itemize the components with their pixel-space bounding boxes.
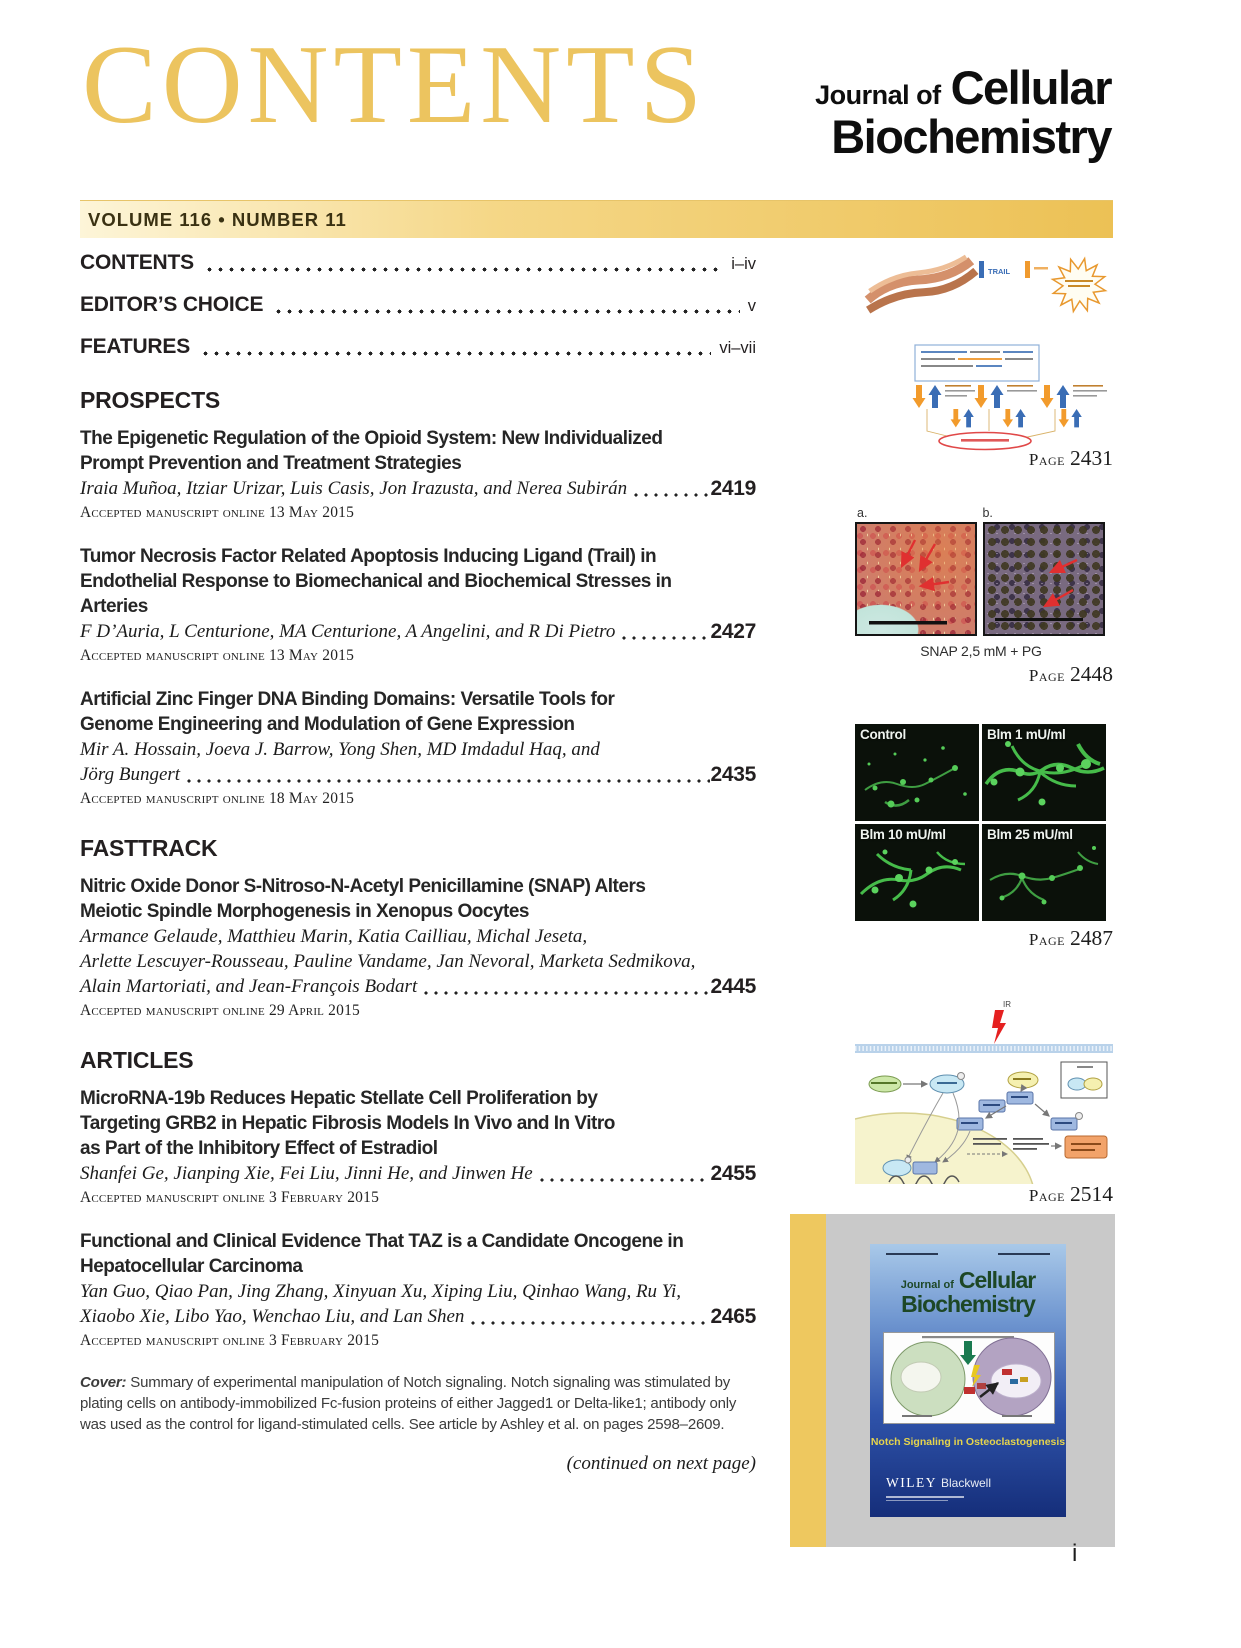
article-authors: F D’Auria, L Centurione, MA Centurione, A Angelini, and R Di Pietro xyxy=(80,621,616,642)
dot-leader xyxy=(273,309,739,314)
accepted-date: Accepted manuscript online 29 April 2015 xyxy=(80,1002,360,1019)
front-matter-label: EDITOR’S CHOICE xyxy=(80,293,264,316)
histology-panel-b xyxy=(983,522,1105,636)
legend xyxy=(979,261,1048,278)
front-matter-row xyxy=(80,292,756,318)
page-ref-2448: Page 2448 xyxy=(1028,662,1113,686)
dot-leader xyxy=(468,1321,710,1325)
front-matter-label: FEATURES xyxy=(80,335,191,358)
title-line: Functional and Clinical Evidence That TAZ is a Candidate Oncogene in xyxy=(80,1231,684,1252)
accepted-date: Accepted manuscript online 3 February 2015 xyxy=(80,1332,380,1349)
accepted-date: Accepted manuscript online 13 May 2015 xyxy=(80,504,355,521)
accepted-date: Accepted manuscript online 13 May 2015 xyxy=(80,647,355,664)
authors-row xyxy=(80,762,756,787)
cover-note xyxy=(80,1372,756,1435)
legend-trail-label: TRAIL xyxy=(988,267,1011,276)
page-ref-2487: Page 2487 xyxy=(1028,926,1113,950)
summary-text-box xyxy=(915,345,1039,381)
title-line: Targeting GRB2 in Hepatic Fibrosis Models In Vivo and In Vitro xyxy=(80,1113,615,1134)
title-line: The Epigenetic Regulation of the Opioid System: New Individualized xyxy=(80,428,663,449)
article-authors: Xiaobo Xie, Libo Yao, Wenchao Liu, and Lan Shen xyxy=(80,1306,465,1327)
article-entry xyxy=(80,1086,756,1207)
front-matter-row xyxy=(80,334,756,360)
panel-b-label: b. xyxy=(982,506,993,520)
title-line: Arteries xyxy=(80,596,148,617)
article-title xyxy=(80,1229,756,1279)
article-page-number: 2445 xyxy=(710,975,756,998)
accepted-date: Accepted manuscript online 3 February 2015 xyxy=(80,1189,380,1206)
cover-meta-text xyxy=(886,1253,1050,1255)
folio-page-number: i xyxy=(1072,1540,1078,1567)
artery-illustration xyxy=(861,255,978,310)
page-ref-2514: Page 2514 xyxy=(1028,1182,1113,1206)
dot-leader xyxy=(631,493,710,497)
authors-row xyxy=(80,476,756,501)
authors-row xyxy=(80,1304,756,1329)
article-title xyxy=(80,1086,756,1161)
article-authors: Yan Guo, Qiao Pan, Jing Zhang, Xinyuan Xu, Xiping Liu, Qinhao Wang, Ru Yi, xyxy=(80,1281,681,1302)
title-line: MicroRNA-19b Reduces Hepatic Stellate Cell Proliferation by xyxy=(80,1088,598,1109)
cover-note-label: Cover: xyxy=(80,1374,127,1391)
article-page-number: 2419 xyxy=(710,477,756,500)
cover-article-title: Notch Signaling in Osteoclastogenesis xyxy=(870,1436,1066,1448)
title-line: Genome Engineering and Modulation of Gene Expression xyxy=(80,714,575,735)
article-entry xyxy=(80,1229,756,1350)
dot-leader xyxy=(184,779,710,783)
article-authors: Jörg Bungert xyxy=(80,764,181,785)
cover-image xyxy=(870,1244,1066,1517)
dot-leader xyxy=(200,351,711,356)
article-authors: Armance Gelaude, Matthieu Marin, Katia Cailliau, Michal Jeseta, xyxy=(80,926,588,947)
article-page-number: 2465 xyxy=(710,1305,756,1328)
authors-row xyxy=(80,1161,756,1186)
article-authors: Mir A. Hossain, Joeva J. Barrow, Yong Shen, MD Imdadul Haq, and xyxy=(80,739,600,760)
title-line: Prompt Prevention and Treatment Strategies xyxy=(80,453,462,474)
article-entry xyxy=(80,874,756,1020)
title-line: Tumor Necrosis Factor Related Apoptosis Inducing Ligand (Trail) in xyxy=(80,546,657,567)
dot-leader xyxy=(204,267,723,272)
panel-a-label: a. xyxy=(857,506,868,520)
volume-bar xyxy=(80,200,1113,238)
cover-thumbnail xyxy=(790,1214,1115,1547)
cover-gold-stripe xyxy=(790,1214,826,1547)
caption-marks xyxy=(945,385,1107,397)
page-title: CONTENTS xyxy=(82,23,707,147)
figure-histology xyxy=(855,506,1107,659)
figure-signaling-pathway xyxy=(855,996,1113,1184)
journal-logo-prefix: Journal of xyxy=(815,80,941,110)
figure-caption: SNAP 2,5 mM + PG xyxy=(920,643,1042,659)
article-page-number: 2427 xyxy=(710,620,756,643)
dot-leader xyxy=(421,991,710,995)
front-matter-pages: v xyxy=(747,297,756,315)
section-heading-articles: ARTICLES xyxy=(80,1047,194,1073)
histology-panel-a xyxy=(855,522,977,636)
article-authors: Arlette Lescuyer-Rousseau, Pauline Vandame, Jan Nevoral, Marketa Sedmikova, xyxy=(80,951,696,972)
front-matter-pages: vi–vii xyxy=(719,339,756,357)
dot-leader xyxy=(619,636,710,640)
title-line: as Part of the Inhibitory Effect of Estradiol xyxy=(80,1138,438,1159)
article-authors: Shanfei Ge, Jianping Xie, Fei Liu, Jinni He, and Jinwen He xyxy=(80,1163,533,1184)
figure-fluorescence-grid xyxy=(855,724,1106,921)
dot-leader xyxy=(537,1178,711,1182)
authors-row xyxy=(80,619,756,644)
title-line: Hepatocellular Carcinoma xyxy=(80,1256,303,1277)
accepted-date: Accepted manuscript online 18 May 2015 xyxy=(80,790,355,807)
main-contents-column xyxy=(80,250,756,1475)
article-title xyxy=(80,544,756,619)
article-authors: Iraia Muñoa, Itziar Urizar, Luis Casis, Jon Irazusta, and Nerea Subirán xyxy=(80,478,628,499)
article-page-number: 2455 xyxy=(710,1162,756,1185)
fluorescence-panel-blm10: Blm 10 mU/ml xyxy=(855,824,979,921)
ir-label: IR xyxy=(1003,1000,1011,1009)
conversion-box xyxy=(1065,1136,1107,1158)
volume-number-label: VOLUME 116 • NUMBER 11 xyxy=(88,209,347,230)
article-entry xyxy=(80,687,756,808)
lightning-bolt-icon xyxy=(992,1010,1006,1044)
journal-logo xyxy=(815,60,1111,164)
legend-box xyxy=(1061,1062,1107,1098)
panel-labels xyxy=(855,506,1107,520)
article-title xyxy=(80,426,756,476)
article-page-number: 2435 xyxy=(710,763,756,786)
title-line: Endothelial Response to Biomechanical and Biochemical Stresses in xyxy=(80,571,672,592)
fluorescence-panel-blm1: Blm 1 mU/ml xyxy=(982,724,1106,821)
front-matter-label: CONTENTS xyxy=(80,251,194,274)
page-ref-2431: Page 2431 xyxy=(1028,446,1113,470)
journal-logo-name1: Cellular xyxy=(950,61,1111,114)
title-line: Nitric Oxide Donor S-Nitroso-N-Acetyl Penicillamine (SNAP) Alters xyxy=(80,876,646,897)
title-line: Artificial Zinc Finger DNA Binding Domains: Versatile Tools for xyxy=(80,689,615,710)
article-entry xyxy=(80,544,756,665)
front-matter-pages: i–iv xyxy=(731,255,756,273)
authors-row xyxy=(80,974,756,999)
journal-logo-name2: Biochemistry xyxy=(831,110,1111,163)
publisher-logo: WILEY Blackwell xyxy=(886,1474,991,1501)
section-heading-fasttrack: FASTTRACK xyxy=(80,835,218,861)
continued-note: (continued on next page) xyxy=(566,1453,756,1474)
front-matter-row xyxy=(80,250,756,276)
cell-membrane xyxy=(855,1044,1113,1053)
section-heading-prospects: PROSPECTS xyxy=(80,387,221,413)
fluorescence-panel-blm25: Blm 25 mU/ml xyxy=(982,824,1106,921)
fluorescence-panel-control: Control xyxy=(855,724,979,821)
article-title xyxy=(80,687,756,737)
cover-note-text: Summary of experimental manipulation of Notch signaling. Notch signaling was stimulated by plating cells on antibody-immobilized Fc-fusion proteins of either Jagged1 or Delta-like1; antibody only was used as the control for ligand-stimulated cells. See article by Ashley et al. on pages 2598–2609. xyxy=(80,1374,737,1433)
title-line: Meiotic Spindle Morphogenesis in Xenopus Oocytes xyxy=(80,901,529,922)
article-authors: Alain Martoriati, and Jean-François Bodart xyxy=(80,976,418,997)
cover-journal-logo: Journal of Cellular Biochemistry xyxy=(900,1267,1036,1317)
nucleus xyxy=(855,1113,1035,1184)
figure-trail-diagram xyxy=(855,253,1113,451)
article-entry xyxy=(80,426,756,522)
cover-figure xyxy=(883,1332,1055,1424)
article-title xyxy=(80,874,756,924)
